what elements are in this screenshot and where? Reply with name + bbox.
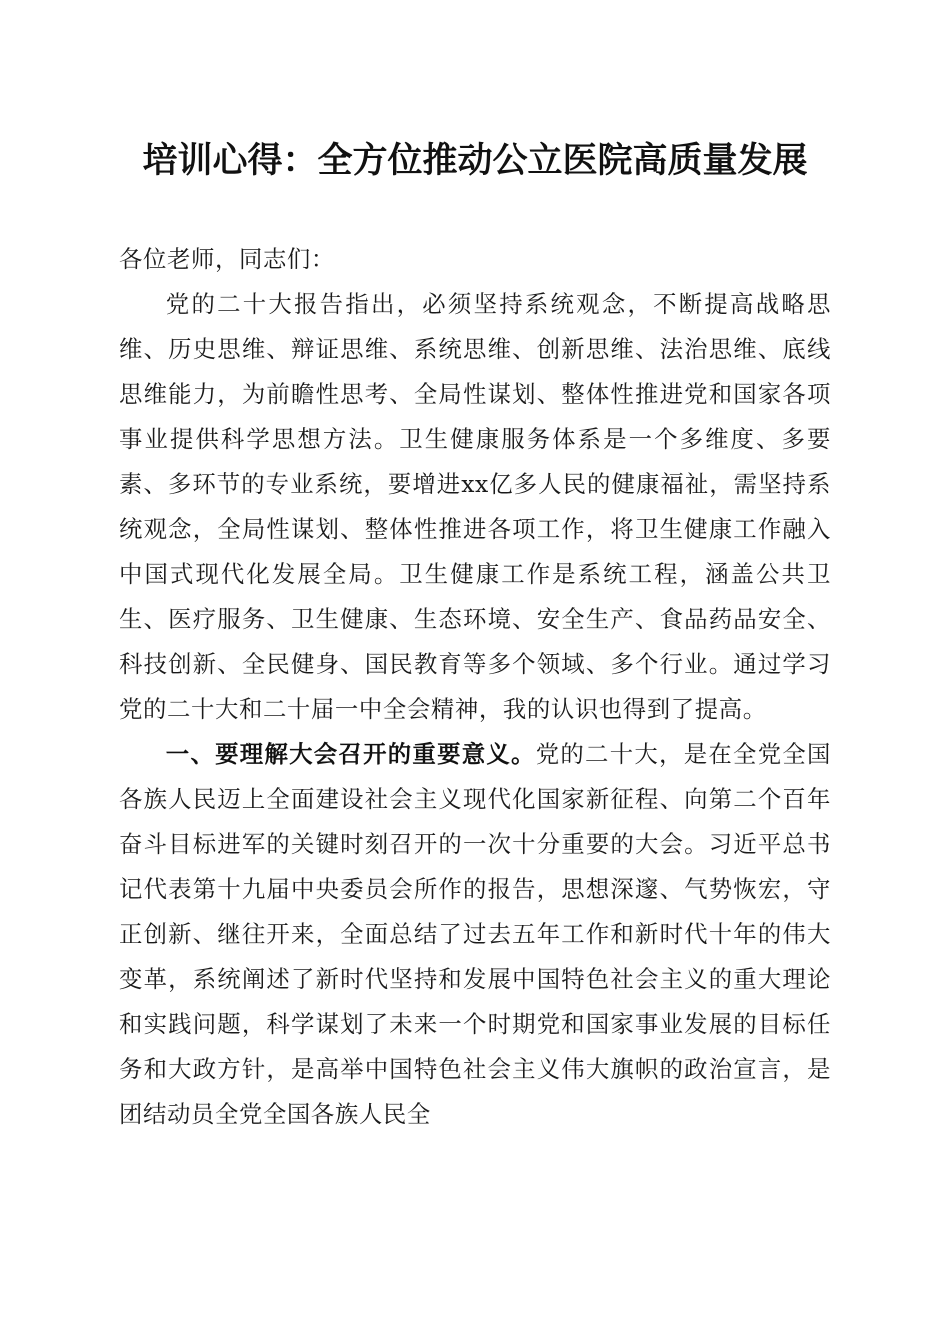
salutation: 各位老师，同志们： [119, 245, 335, 273]
section-1-text: 党的二十大，是在全党全国各族人民迈上全面建设社会主义现代化国家新征程、向第二个百年奋斗目标进军的关键时刻召开的一次十分重要的大会。习近平总书记代表第十九届中央委员会所作的报告，思想深邃、气势恢宏，守正创新、继往开来，全面总结了过去五年工作和新时代十年的伟大变革，系统阐述了新时代坚持和发展中国特色社会主义的重大理论和实践问题，科学谋划了未来一个时期党和国家事业发展的目标任务和大政方针，是高举中国特色社会主义伟大旗帜的政治宣言，是团结动员全党全国各族人民全 [119, 740, 832, 1128]
paragraph-section-1 [119, 732, 831, 1137]
document-body [119, 237, 831, 1137]
document-title: 培训心得：全方位推动公立医院高质量发展 [142, 140, 808, 181]
section-1-heading: 一、要理解大会召开的重要意义。 [165, 740, 536, 768]
paragraph-intro: 党的二十大报告指出，必须坚持系统观念，不断提高战略思维、历史思维、辩证思维、系统思维、创新思维、法治思维、底线思维能力，为前瞻性思考、全局性谋划、整体性推进党和国家各项事业提供科学思想方法。卫生健康服务体系是一个多维度、多要素、多环节的专业系统，要增进xx亿多人民的健康福祉，需坚持系统观念，全局性谋划、整体性推进各项工作，将卫生健康工作融入中国式现代化发展全局。卫生健康工作是系统工程，涵盖公共卫生、医疗服务、卫生健康、生态环境、安全生产、食品药品安全、科技创新、全民健身、国民教育等多个领域、多个行业。通过学习党的二十大和二十届一中全会精神，我的认识也得到了提高。 [119, 290, 831, 723]
